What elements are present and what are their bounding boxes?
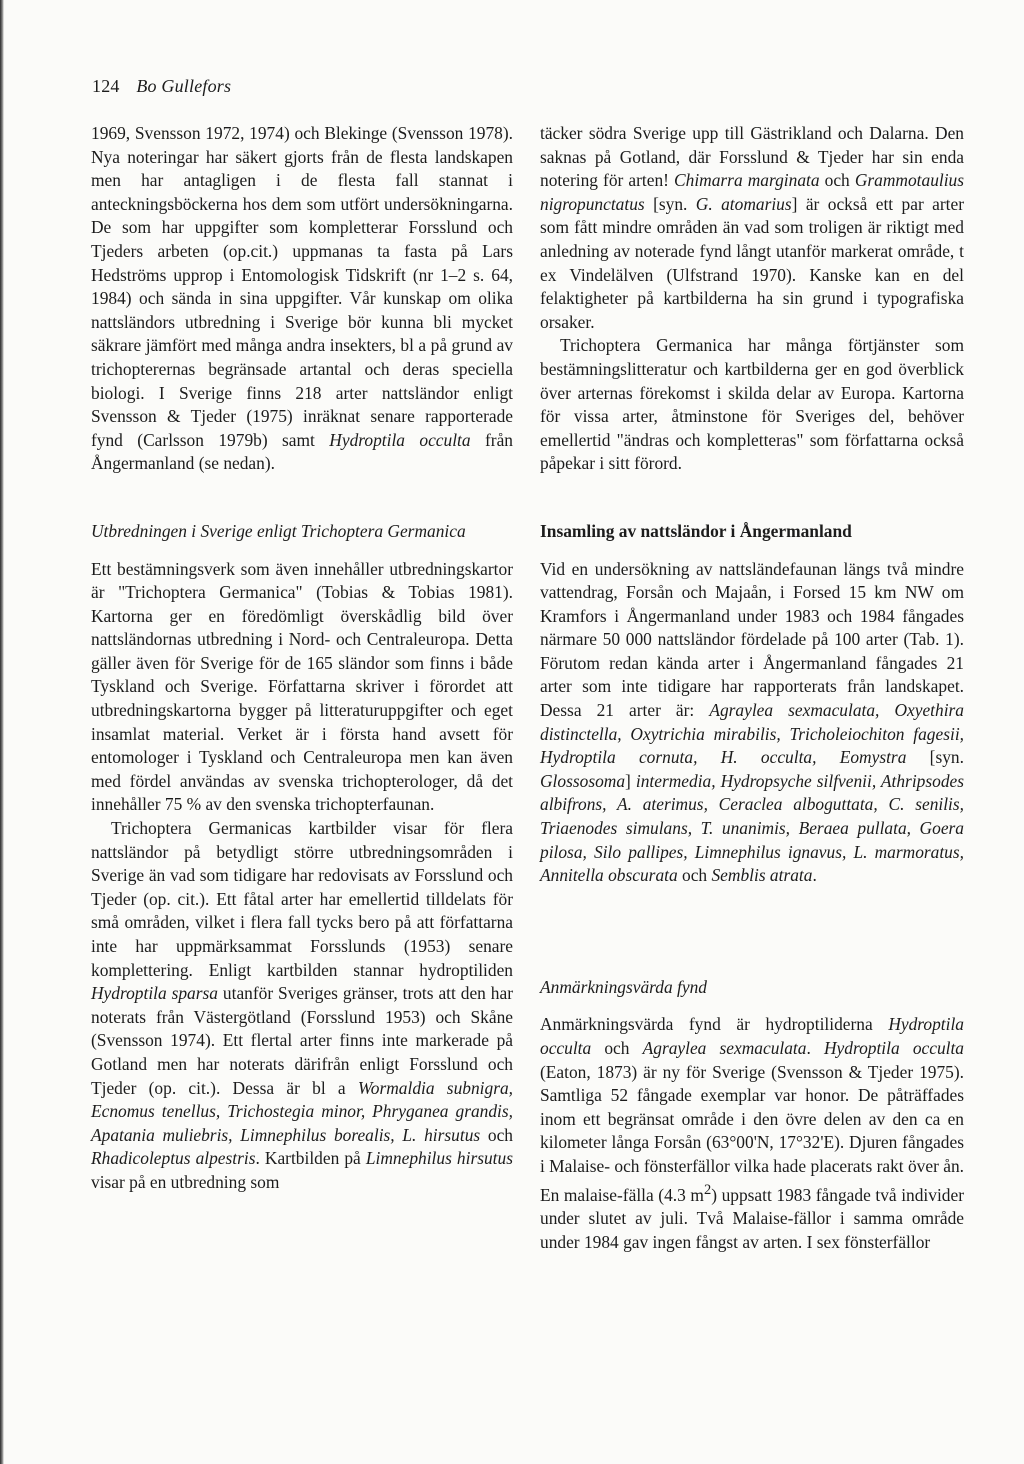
text-run: [syn. xyxy=(644,193,696,214)
text-run: [syn. xyxy=(906,747,964,768)
species-name: Glossosoma xyxy=(540,770,626,791)
text-run: och xyxy=(677,865,712,886)
species-name: Limnephilus hirsutus xyxy=(365,1148,513,1169)
paragraph xyxy=(540,558,964,888)
section-heading: Utbredningen i Sverige enligt Trichoptera Germanica xyxy=(91,520,466,541)
paragraph: Trichoptera Germanica har många förtjänster som bestämningslitteratur och kartbilderna ger en god överblick över arternas förekomst i skilda delar av Europa. Kartorna för vissa arter, åtminstone för Sveriges del, behöver emellertid "ändras och kompletteras" som författarna också påpekar i sitt förord. xyxy=(540,335,964,474)
text-run: ] är också ett par arter som fått mindre områden än vad som troligen är riktigt med anledning av noterade fynd långt utanför markerat område, t ex Vindelälven (Ulfstrand 1970). Kanske kan en del felaktigheter på kartbilderna ha sin grund i typografiska orsaker. xyxy=(540,193,964,332)
text-run: och xyxy=(480,1124,513,1145)
species-list: Agraylea sexmaculata, Oxyethira distinctella, Oxytrichia mirabilis, Tricholeiochiton fagesii, Hydroptila cornuta, H. occulta, Eomystra xyxy=(540,700,964,768)
section-heading: Insamling av nattsländor i Ångermanland xyxy=(540,520,852,541)
text-run: Trichoptera Germanicas kartbilder visar för flera nattsländor på betydligt större utbredningsområden i Sverige än vad som tidigare har redovisats av Forsslund och Tjeder (op. cit.). Ett fåtal arter har emellertid tilldelats för små områden, vilket i flera fall tycks bero på att författarna inte har uppmärksammat Forsslunds (1953) senare komplettering. Enligt kartbilden stannar hydroptiliden xyxy=(91,818,513,980)
left-column xyxy=(91,122,513,1195)
text-run: från Ångermanland (se nedan). xyxy=(91,429,513,474)
right-column xyxy=(540,122,964,1254)
paragraph xyxy=(91,817,513,1195)
paragraph xyxy=(540,1013,964,1254)
text-run: Anmärkningsvärda fynd är hydroptiliderna xyxy=(540,1014,889,1035)
species-name: Grammotaulius nigropunctatus xyxy=(540,170,965,214)
text-run: . xyxy=(806,1038,824,1058)
text-run: . xyxy=(812,865,817,886)
text-run: täcker södra Sverige upp till Gästrikland och Dalarna. Den saknas på Gotland, där Forsslund & Tjeder har sin enda notering för arten! xyxy=(540,123,964,191)
text-run: ] xyxy=(625,770,636,791)
section-heading: Anmärkningsvärda fynd xyxy=(540,976,707,997)
page-edge-shadow xyxy=(0,0,4,1464)
species-name: G. atomarius xyxy=(695,193,792,214)
species-name: Hydroptila occulta xyxy=(540,1014,964,1058)
text-run: och xyxy=(819,170,855,191)
species-name: Hydroptila occulta xyxy=(329,429,471,450)
text-run: . Kartbilden på xyxy=(255,1148,366,1169)
author-name: Bo Gullefors xyxy=(136,76,232,96)
species-name: Rhadicoleptus alpestris xyxy=(91,1148,256,1169)
text-run: 1969, Svensson 1972, 1974) och Blekinge (Svensson 1978). Nya noteringar har säkert gjorts från de flesta landskapen men har antagligen i de flesta fall stannat i anteckningsböckerna hos dem som utfört undersökningarna. De som har uppgifter som kompletterar Forsslund och Tjeders arbeten (op.cit.) uppmanas ta fasta på Lars Hedströms upprop i Entomologisk Tidskrift (nr 1–2 s. 64, 1984) och sända in sina uppgifter. Vår kunskap om olika nattsländors utbredning i Sverige bör kunna bli mycket säkrare jämfört med många andra insekters, bl a på grund av trichopterernas begränsade artantal och deras speciella biologi. I Sverige finns 218 arter nattsländor enligt Svensson & Tjeder (1975) inräknat senare rapporterade fynd (Carlsson 1979b) samt xyxy=(91,123,513,450)
species-list: intermedia, Hydropsyche silfvenii, Athripsodes albifrons, A. aterimus, Ceraclea alboguttata, C. senilis, Triaenodes simulans, T. unanimis, Beraea pullata, Goera pilosa, Silo pallipes, Limnephilus ignavus, L. marmoratus, Annitella obscurata xyxy=(540,770,964,886)
paragraph: Ett bestämningsverk som även innehåller utbredningskartor är "Trichoptera Germanica" (Tobias & Tobias 1981). Kartorna ger en föredömligt överskådlig bild över nattsländornas utbredning i Nord- och Centraleuropa. Detta gäller även för Sverige för de 165 sländor som finns i både Tyskland och Sverige. Författarna skriver i förordet att utbredningskartorna bygger på litteraturuppgifter och eget insamlat material. Verket är i första hand avsett för entomologer i Tyskland och Centraleuropa men kan även med fördel användas av svenska trichopterologer, då det innehåller 75 % av den svenska trichopterfaunan. xyxy=(91,558,513,815)
text-run: utanför Sveriges gränser, trots att den har noterats från Västergötland (Forsslund 1953) och Skåne (Svensson 1974). Ett flertal arter finns inte markerade på Gotland men har noterats därifrån enligt Forsslund och Tjeder (op. cit.). Dessa är bl a xyxy=(91,983,513,1098)
species-name: Hydroptila occulta xyxy=(823,1038,965,1058)
paragraph xyxy=(91,122,513,476)
text-run: Vid en undersökning av nattsländefaunan längs två mindre vattendrag, Forsån och Majaån, i Forsed 15 km NW om Kramfors i Ångermanland under 1983 och 1984 fångades närmare 50 000 nattsländor fördelade på 100 arter (Tab. 1). Förutom redan kända arter i Ångermanland fångades 21 arter som inte tidigare har rapporterats från landskapet. Dessa 21 arter är: xyxy=(540,558,964,721)
species-name: Hydroptila sparsa xyxy=(91,983,218,1004)
text-run: visar på en utbredning som xyxy=(91,1171,280,1192)
species-name: Chimarra marginata xyxy=(674,170,820,191)
species-name: Agraylea sexmaculata xyxy=(642,1038,807,1058)
species-name: Wormaldia subnigra, Ecnomus tenellus, Trichostegia minor, Phryganea grandis, Apatania muliebris, Limnephilus borealis, L. hirsutus xyxy=(91,1077,514,1145)
page-number: 124 xyxy=(92,76,120,96)
text-run: och xyxy=(591,1038,643,1058)
superscript: 2 xyxy=(703,1181,712,1198)
species-name: Semblis atrata xyxy=(711,865,813,886)
text-run: ) uppsatt 1983 fångade två individer under slutet av juli. Två Malaise-fällor i samma område under 1984 gav ingen fångst av arten. I sex fönsterfällor xyxy=(540,1184,964,1252)
running-head xyxy=(92,76,231,97)
paragraph xyxy=(540,122,964,334)
text-run: (Eaton, 1873) är ny för Sverige (Svensson & Tjeder 1975). Samtliga 52 fångade exemplar var honor. De påträffades inom ett begränsat område i den övre delen av den ca en kilometer långa Forsån (63°00'N, 17°32'E). Djuren fångades i Malaise- och fönsterfällor vilka hade placerats rakt över ån. En malaise-fälla (4.3 m xyxy=(540,1061,964,1205)
